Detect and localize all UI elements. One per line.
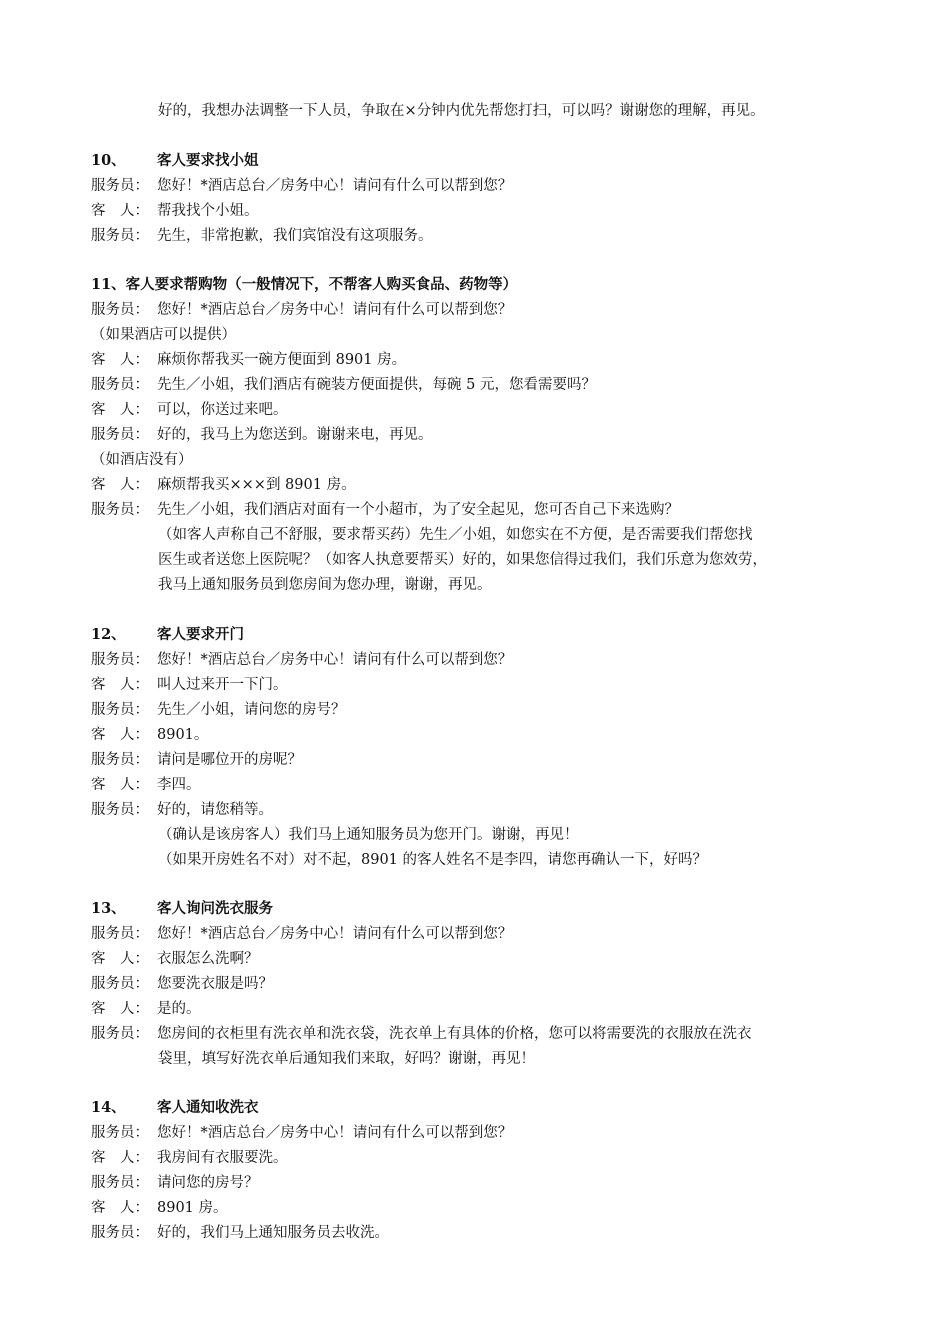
dialogue-text: 先生／小姐，请问您的房号？ xyxy=(157,702,346,718)
dialogue-line xyxy=(91,400,288,420)
speaker-label: 服务员： xyxy=(91,976,149,992)
dialogue-text: 叫人过来开一下门。 xyxy=(157,677,288,693)
dialogue-line xyxy=(91,675,288,695)
dialogue-text: 好的，我们马上通知服务员去收洗。 xyxy=(157,1225,389,1241)
section-title: 客人询问洗衣服务 xyxy=(157,900,273,917)
dialogue-text: 您好！*酒店总台／房务中心！请问有什么可以帮到您？ xyxy=(157,1125,513,1141)
indented-text: 袋里，填写好洗衣单后通知我们来取，好吗？谢谢，再见！ xyxy=(158,1051,535,1067)
speaker-label: 服务员： xyxy=(91,802,149,818)
dialogue-text: 先生／小姐，我们酒店有碗装方便面提供，每碗 5 元，您看需要吗？ xyxy=(157,377,596,393)
speaker-label: 服务员： xyxy=(91,926,149,942)
speaker-label: 客 人： xyxy=(91,477,149,493)
dialogue-line xyxy=(91,775,201,795)
section-number: 12、 xyxy=(91,626,126,643)
context-note: （如酒店没有） xyxy=(91,452,193,468)
dialogue-text: 您好！*酒店总台／房务中心！请问有什么可以帮到您？ xyxy=(157,302,513,318)
dialogue-line xyxy=(91,1148,288,1168)
dialogue-line xyxy=(91,1198,228,1218)
dialogue-text: 先生／小姐，我们酒店对面有一个小超市，为了安全起见，您可否自己下来选购？ xyxy=(157,502,679,518)
section-number: 14、 xyxy=(91,1099,126,1116)
section-heading: 11、客人要求帮购物（一般情况下，不帮客人购买食品、药物等） xyxy=(91,276,518,293)
dialogue-line xyxy=(91,1123,512,1143)
dialogue-text: 请问您的房号？ xyxy=(157,1175,259,1191)
dialogue-line xyxy=(91,176,512,196)
dialogue-line xyxy=(91,924,512,944)
indented-text: （确认是该房客人）我们马上通知服务员为您开门。谢谢，再见！ xyxy=(158,827,579,843)
speaker-label: 服务员： xyxy=(91,178,149,194)
dialogue-text: 好的，我马上为您送到。谢谢来电，再见。 xyxy=(157,427,433,443)
dialogue-line xyxy=(91,725,208,745)
dialogue-text: 您要洗衣服是吗？ xyxy=(157,976,273,992)
indented-text: 我马上通知服务员到您房间为您办理，谢谢，再见。 xyxy=(158,577,492,593)
dialogue-text: 李四。 xyxy=(157,777,201,793)
speaker-label: 服务员： xyxy=(91,1225,149,1241)
section-title: 客人要求开门 xyxy=(157,626,244,643)
dialogue-text: 可以，你送过来吧。 xyxy=(157,402,288,418)
speaker-label: 服务员： xyxy=(91,752,149,768)
context-note: （如果酒店可以提供） xyxy=(91,327,236,343)
section-title: 客人通知收洗衣 xyxy=(157,1099,259,1116)
speaker-label: 服务员： xyxy=(91,502,149,518)
dialogue-line xyxy=(91,300,512,320)
dialogue-line xyxy=(91,375,596,395)
speaker-label: 客 人： xyxy=(91,727,149,743)
section-title: 客人要求找小姐 xyxy=(157,152,259,169)
section-heading xyxy=(91,625,244,645)
speaker-label: 服务员： xyxy=(91,377,149,393)
dialogue-text: 麻烦你帮我买一碗方便面到 8901 房。 xyxy=(157,352,407,368)
dialogue-text: 是的。 xyxy=(157,1001,201,1017)
dialogue-line xyxy=(91,1223,389,1243)
indented-text: （如果开房姓名不对）对不起，8901 的客人姓名不是李四，请您再确认一下，好吗？ xyxy=(158,852,708,868)
speaker-label: 客 人： xyxy=(91,1200,149,1216)
dialogue-text: 先生，非常抱歉，我们宾馆没有这项服务。 xyxy=(157,228,433,244)
indented-text: 医生或者送您上医院呢？（如客人执意要帮买）好的，如果您信得过我们，我们乐意为您效劳， xyxy=(158,552,767,568)
speaker-label: 客 人： xyxy=(91,203,149,219)
speaker-label: 客 人： xyxy=(91,352,149,368)
dialogue-text: 8901。 xyxy=(157,727,209,743)
dialogue-line xyxy=(91,999,201,1019)
dialogue-line xyxy=(91,201,259,221)
speaker-label: 服务员： xyxy=(91,1026,149,1042)
dialogue-line xyxy=(91,800,273,820)
section-number: 13、 xyxy=(91,900,126,917)
dialogue-text: 好的，请您稍等。 xyxy=(157,802,273,818)
section-heading xyxy=(91,899,273,919)
speaker-label: 客 人： xyxy=(91,402,149,418)
dialogue-line xyxy=(91,650,512,670)
dialogue-line xyxy=(91,1173,259,1193)
speaker-label: 客 人： xyxy=(91,777,149,793)
speaker-label: 服务员： xyxy=(91,702,149,718)
dialogue-line xyxy=(91,350,406,370)
dialogue-text: 您好！*酒店总台／房务中心！请问有什么可以帮到您？ xyxy=(157,652,513,668)
speaker-label: 服务员： xyxy=(91,427,149,443)
speaker-label: 服务员： xyxy=(91,652,149,668)
indented-text: （如客人声称自己不舒服，要求帮买药）先生／小姐，如您实在不方便，是否需要我们帮您找 xyxy=(158,527,753,543)
speaker-label: 服务员： xyxy=(91,1125,149,1141)
intro-text: 好的，我想办法调整一下人员，争取在×分钟内优先帮您打扫，可以吗？谢谢您的理解，再见。 xyxy=(158,103,765,119)
dialogue-line xyxy=(91,750,302,770)
dialogue-text: 帮我找个小姐。 xyxy=(157,203,259,219)
section-heading xyxy=(91,151,259,171)
dialogue-line xyxy=(91,700,346,720)
dialogue-text: 麻烦帮我买×××到 8901 房。 xyxy=(157,477,356,493)
dialogue-line xyxy=(91,475,356,495)
speaker-label: 客 人： xyxy=(91,951,149,967)
dialogue-line xyxy=(91,949,259,969)
speaker-label: 服务员： xyxy=(91,1175,149,1191)
dialogue-text: 您房间的衣柜里有洗衣单和洗衣袋，洗衣单上有具体的价格，您可以将需要洗的衣服放在洗衣 xyxy=(157,1026,752,1042)
dialogue-text: 请问是哪位开的房呢？ xyxy=(157,752,302,768)
dialogue-text: 您好！*酒店总台／房务中心！请问有什么可以帮到您？ xyxy=(157,178,513,194)
speaker-label: 客 人： xyxy=(91,1001,149,1017)
speaker-label: 服务员： xyxy=(91,228,149,244)
speaker-label: 客 人： xyxy=(91,1150,149,1166)
section-heading xyxy=(91,1098,259,1118)
speaker-label: 客 人： xyxy=(91,677,149,693)
dialogue-line xyxy=(91,425,433,445)
dialogue-text: 8901 房。 xyxy=(157,1200,228,1216)
section-number: 10、 xyxy=(91,152,126,169)
dialogue-text: 我房间有衣服要洗。 xyxy=(157,1150,288,1166)
speaker-label: 服务员： xyxy=(91,302,149,318)
dialogue-line xyxy=(91,226,433,246)
dialogue-line xyxy=(91,500,679,520)
dialogue-line xyxy=(91,974,273,994)
dialogue-text: 衣服怎么洗啊？ xyxy=(157,951,259,967)
dialogue-line xyxy=(91,1024,752,1044)
dialogue-text: 您好！*酒店总台／房务中心！请问有什么可以帮到您？ xyxy=(157,926,513,942)
